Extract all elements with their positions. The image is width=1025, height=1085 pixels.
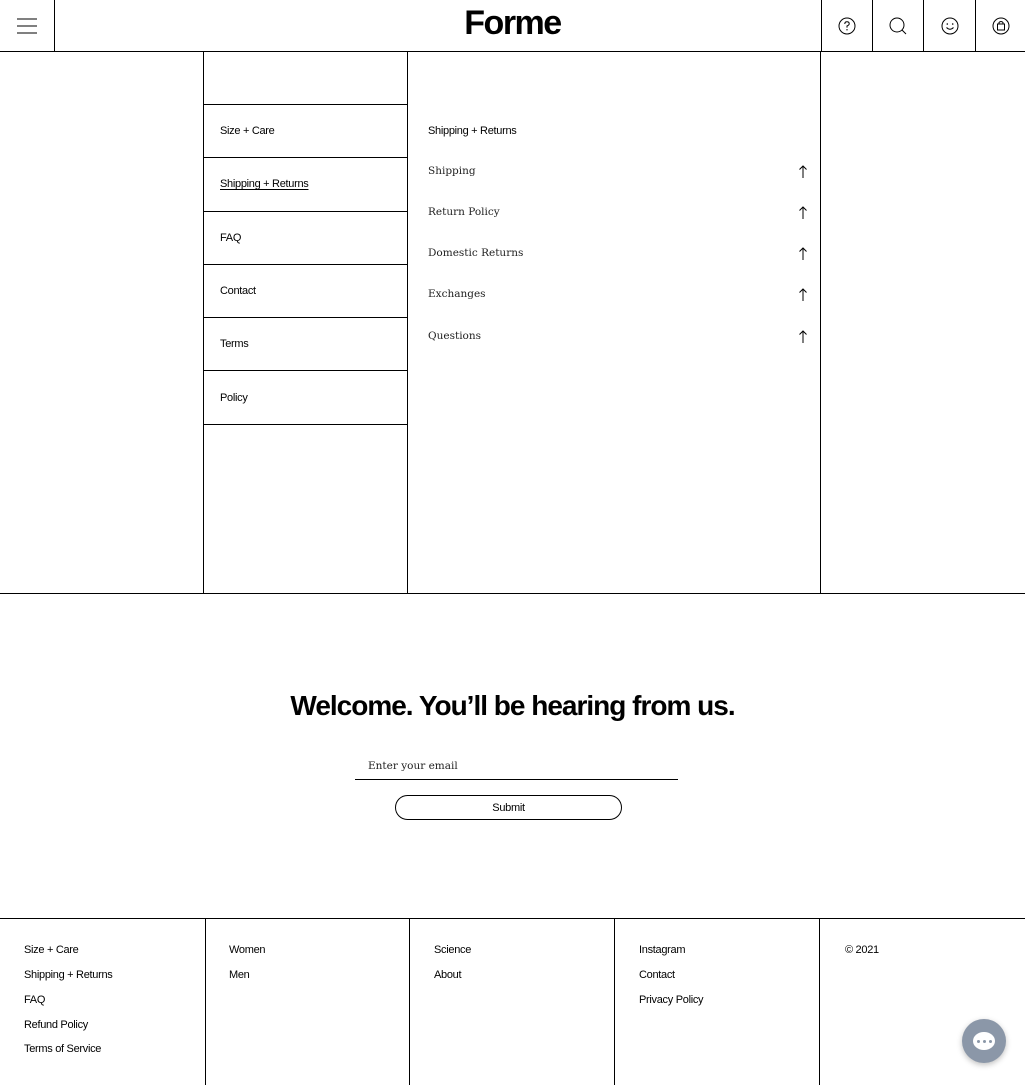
nav-item-terms[interactable]: Terms	[204, 318, 407, 371]
accordion-questions[interactable]	[428, 326, 808, 346]
copyright: © 2021	[845, 944, 879, 956]
accordion-return-policy[interactable]	[428, 202, 808, 222]
content-panel	[408, 52, 821, 593]
footer-link-women[interactable]: Women	[229, 944, 266, 956]
accordion-exchanges[interactable]	[428, 284, 808, 304]
help-nav	[203, 52, 408, 593]
nav-item-size-care[interactable]: Size + Care	[204, 105, 407, 158]
arrow-up-icon	[798, 287, 808, 301]
arrow-up-icon	[798, 246, 808, 260]
accordion-label: Questions	[428, 330, 482, 342]
search-icon	[889, 17, 907, 35]
main-section	[0, 52, 1025, 594]
nav-item-shipping-returns[interactable]: Shipping + Returns	[204, 158, 407, 211]
footer-link-shipping-returns[interactable]: Shipping + Returns	[24, 969, 113, 981]
footer-col-social	[614, 919, 819, 1085]
footer-link-privacy-policy[interactable]: Privacy Policy	[639, 994, 704, 1006]
nav-item-faq[interactable]: FAQ	[204, 212, 407, 265]
header	[0, 0, 1025, 52]
footer-col-help	[0, 919, 205, 1085]
footer-link-faq[interactable]: FAQ	[24, 994, 46, 1006]
help-button[interactable]	[821, 0, 872, 51]
content-title: Shipping + Returns	[428, 125, 517, 137]
footer-link-refund-policy[interactable]: Refund Policy	[24, 1019, 88, 1031]
search-button[interactable]	[872, 0, 923, 51]
footer-link-contact[interactable]: Contact	[639, 969, 675, 981]
newsletter-title: Welcome. You’ll be hearing from us.	[290, 690, 735, 721]
arrow-up-icon	[798, 164, 808, 178]
accordion-label: Return Policy	[428, 206, 500, 218]
chat-button[interactable]	[962, 1019, 1006, 1063]
footer-link-science[interactable]: Science	[434, 944, 472, 956]
accordion-label: Exchanges	[428, 288, 486, 300]
footer-col-about	[409, 919, 615, 1085]
footer-link-instagram[interactable]: Instagram	[639, 944, 686, 956]
footer-link-terms-of-service[interactable]: Terms of Service	[24, 1043, 102, 1055]
account-icon	[941, 17, 959, 35]
footer-link-size-care[interactable]: Size + Care	[24, 944, 79, 956]
accordion-label: Domestic Returns	[428, 247, 524, 259]
nav-spacer	[204, 52, 407, 105]
account-button[interactable]	[923, 0, 975, 51]
accordion-label: Shipping	[428, 165, 476, 177]
cart-button[interactable]	[975, 0, 1025, 51]
cart-icon	[992, 17, 1010, 35]
footer-col-shop	[205, 919, 410, 1085]
footer	[0, 918, 1025, 1085]
arrow-up-icon	[798, 205, 808, 219]
footer-link-about[interactable]: About	[434, 969, 462, 981]
help-icon	[838, 17, 856, 35]
accordion-shipping[interactable]	[428, 161, 808, 181]
nav-item-policy[interactable]: Policy	[204, 371, 407, 424]
accordion-domestic-returns[interactable]	[428, 243, 808, 263]
chat-icon	[973, 1032, 995, 1050]
arrow-up-icon	[798, 329, 808, 343]
logo[interactable]: Forme	[464, 4, 561, 42]
email-input[interactable]	[355, 753, 678, 780]
footer-link-men[interactable]: Men	[229, 969, 250, 981]
nav-item-contact[interactable]: Contact	[204, 265, 407, 318]
submit-button[interactable]: Submit	[395, 795, 622, 820]
